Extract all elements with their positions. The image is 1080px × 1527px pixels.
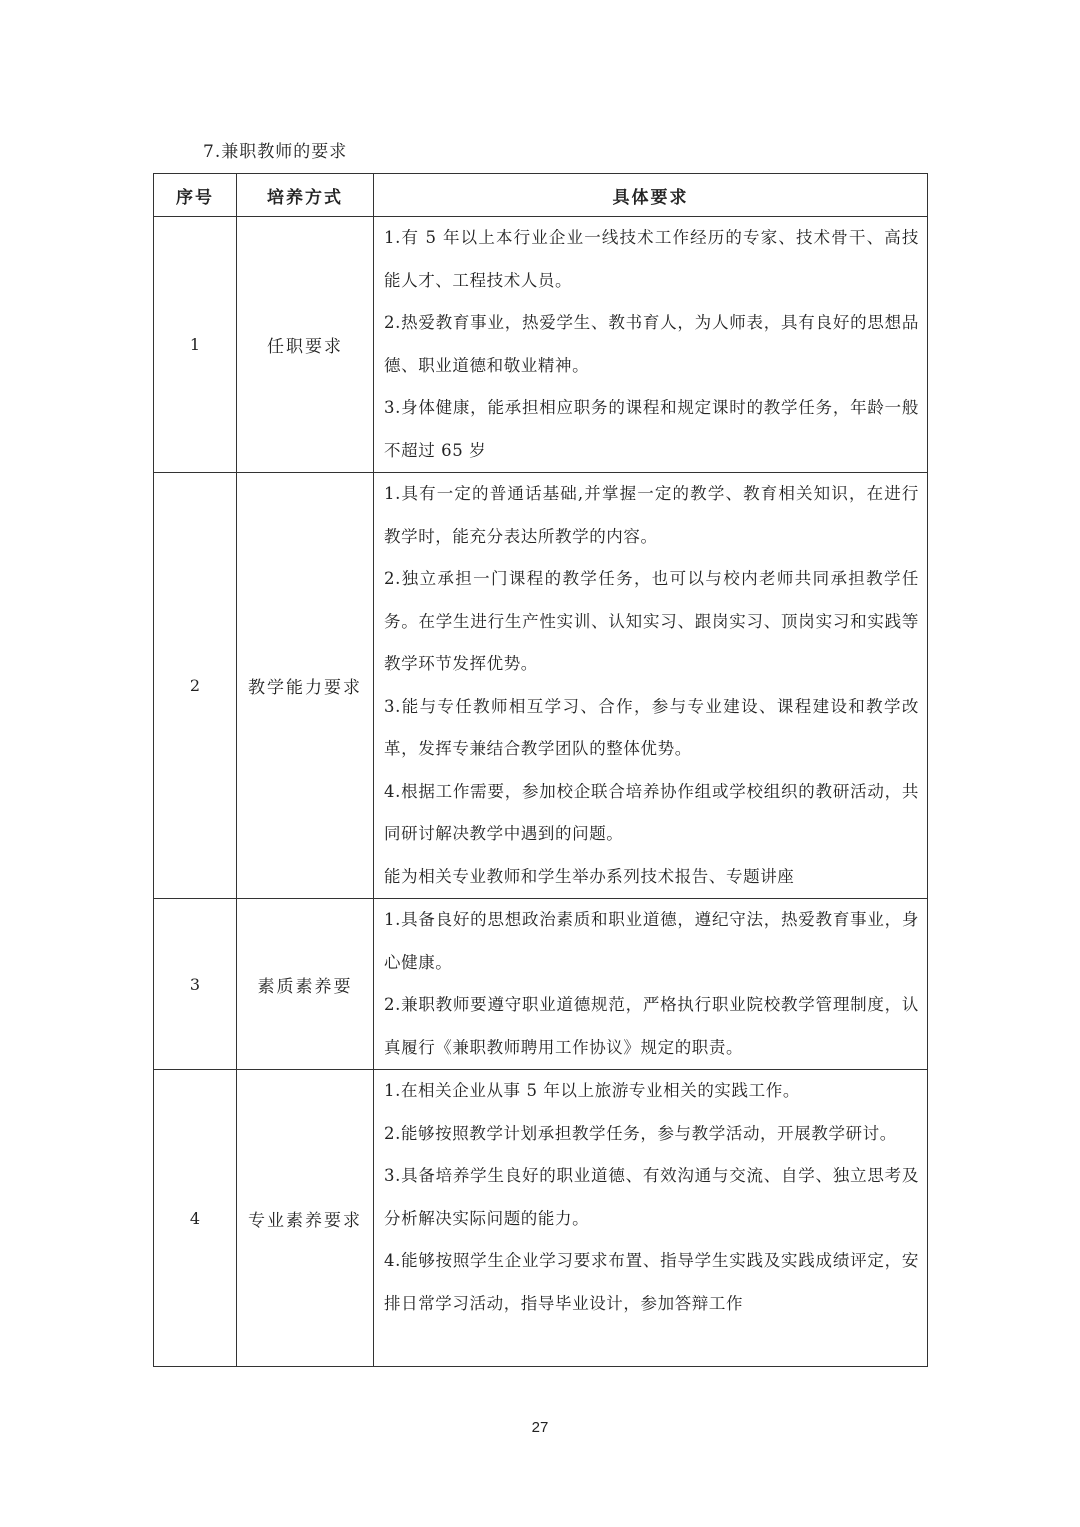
requirements-cell bbox=[374, 217, 928, 473]
requirement-item: 2.热爱教育事业，热爱学生、教书育人，为人师表，具有良好的思想品德、职业道德和敬业精神。 bbox=[384, 313, 919, 375]
requirement-item: 能为相关专业教师和学生举办系列技术报告、专题讲座 bbox=[384, 866, 795, 886]
requirement-item: 3.具备培养学生良好的职业道德、有效沟通与交流、自学、独立思考及分析解决实际问题的能力。 bbox=[384, 1166, 919, 1228]
training-method: 专业素养要求 bbox=[237, 1070, 374, 1367]
training-method: 教学能力要求 bbox=[237, 473, 374, 899]
header-training-method: 培养方式 bbox=[237, 174, 374, 217]
page-number: 27 bbox=[531, 1419, 549, 1436]
table-row bbox=[154, 899, 928, 1070]
table-row bbox=[154, 1070, 928, 1367]
training-method: 任职要求 bbox=[237, 217, 374, 473]
header-number: 序号 bbox=[154, 174, 237, 217]
table-row bbox=[154, 217, 928, 473]
table-header-row bbox=[154, 174, 928, 217]
row-number: 2 bbox=[154, 473, 237, 899]
row-number: 4 bbox=[154, 1070, 237, 1367]
row-number: 1 bbox=[154, 217, 237, 473]
row-number: 3 bbox=[154, 899, 237, 1070]
section-title: 7.兼职教师的要求 bbox=[203, 142, 348, 162]
requirements-cell bbox=[374, 473, 928, 899]
requirement-item: 3.能与专任教师相互学习、合作，参与专业建设、课程建设和教学改革，发挥专兼结合教学团队的整体优势。 bbox=[384, 696, 919, 758]
requirement-item: 4.能够按照学生企业学习要求布置、指导学生实践及实践成绩评定，安排日常学习活动，指导毕业设计，参加答辩工作 bbox=[384, 1251, 919, 1313]
requirement-item: 4.根据工作需要，参加校企联合培养协作组或学校组织的教研活动，共同研讨解决教学中遇到的问题。 bbox=[384, 781, 919, 843]
requirement-item: 2.独立承担一门课程的教学任务，也可以与校内老师共同承担教学任务。在学生进行生产性实训、认知实习、跟岗实习、顶岗实习和实践等教学环节发挥优势。 bbox=[384, 569, 919, 673]
requirements-cell bbox=[374, 1070, 928, 1367]
requirement-item: 1.具备良好的思想政治素质和职业道德，遵纪守法，热爱教育事业，身心健康。 bbox=[384, 910, 919, 972]
training-method: 素质素养要 bbox=[237, 899, 374, 1070]
table-row bbox=[154, 473, 928, 899]
requirements-table bbox=[153, 173, 928, 1367]
header-specific-requirements: 具体要求 bbox=[374, 174, 928, 217]
requirement-item: 3.身体健康，能承担相应职务的课程和规定课时的教学任务，年龄一般不超过 65 岁 bbox=[384, 398, 919, 460]
requirement-item: 2.能够按照教学计划承担教学任务，参与教学活动，开展教学研讨。 bbox=[384, 1123, 897, 1143]
requirement-item: 1.有 5 年以上本行业企业一线技术工作经历的专家、技术骨干、高技能人才、工程技术人员。 bbox=[384, 228, 919, 290]
requirement-item: 1.在相关企业从事 5 年以上旅游专业相关的实践工作。 bbox=[384, 1081, 800, 1100]
requirement-item: 2.兼职教师要遵守职业道德规范，严格执行职业院校教学管理制度，认真履行《兼职教师聘用工作协议》规定的职责。 bbox=[384, 995, 919, 1057]
requirements-cell bbox=[374, 899, 928, 1070]
requirement-item: 1.具有一定的普通话基础,并掌握一定的教学、教育相关知识，在进行教学时，能充分表达所教学的内容。 bbox=[384, 484, 919, 546]
